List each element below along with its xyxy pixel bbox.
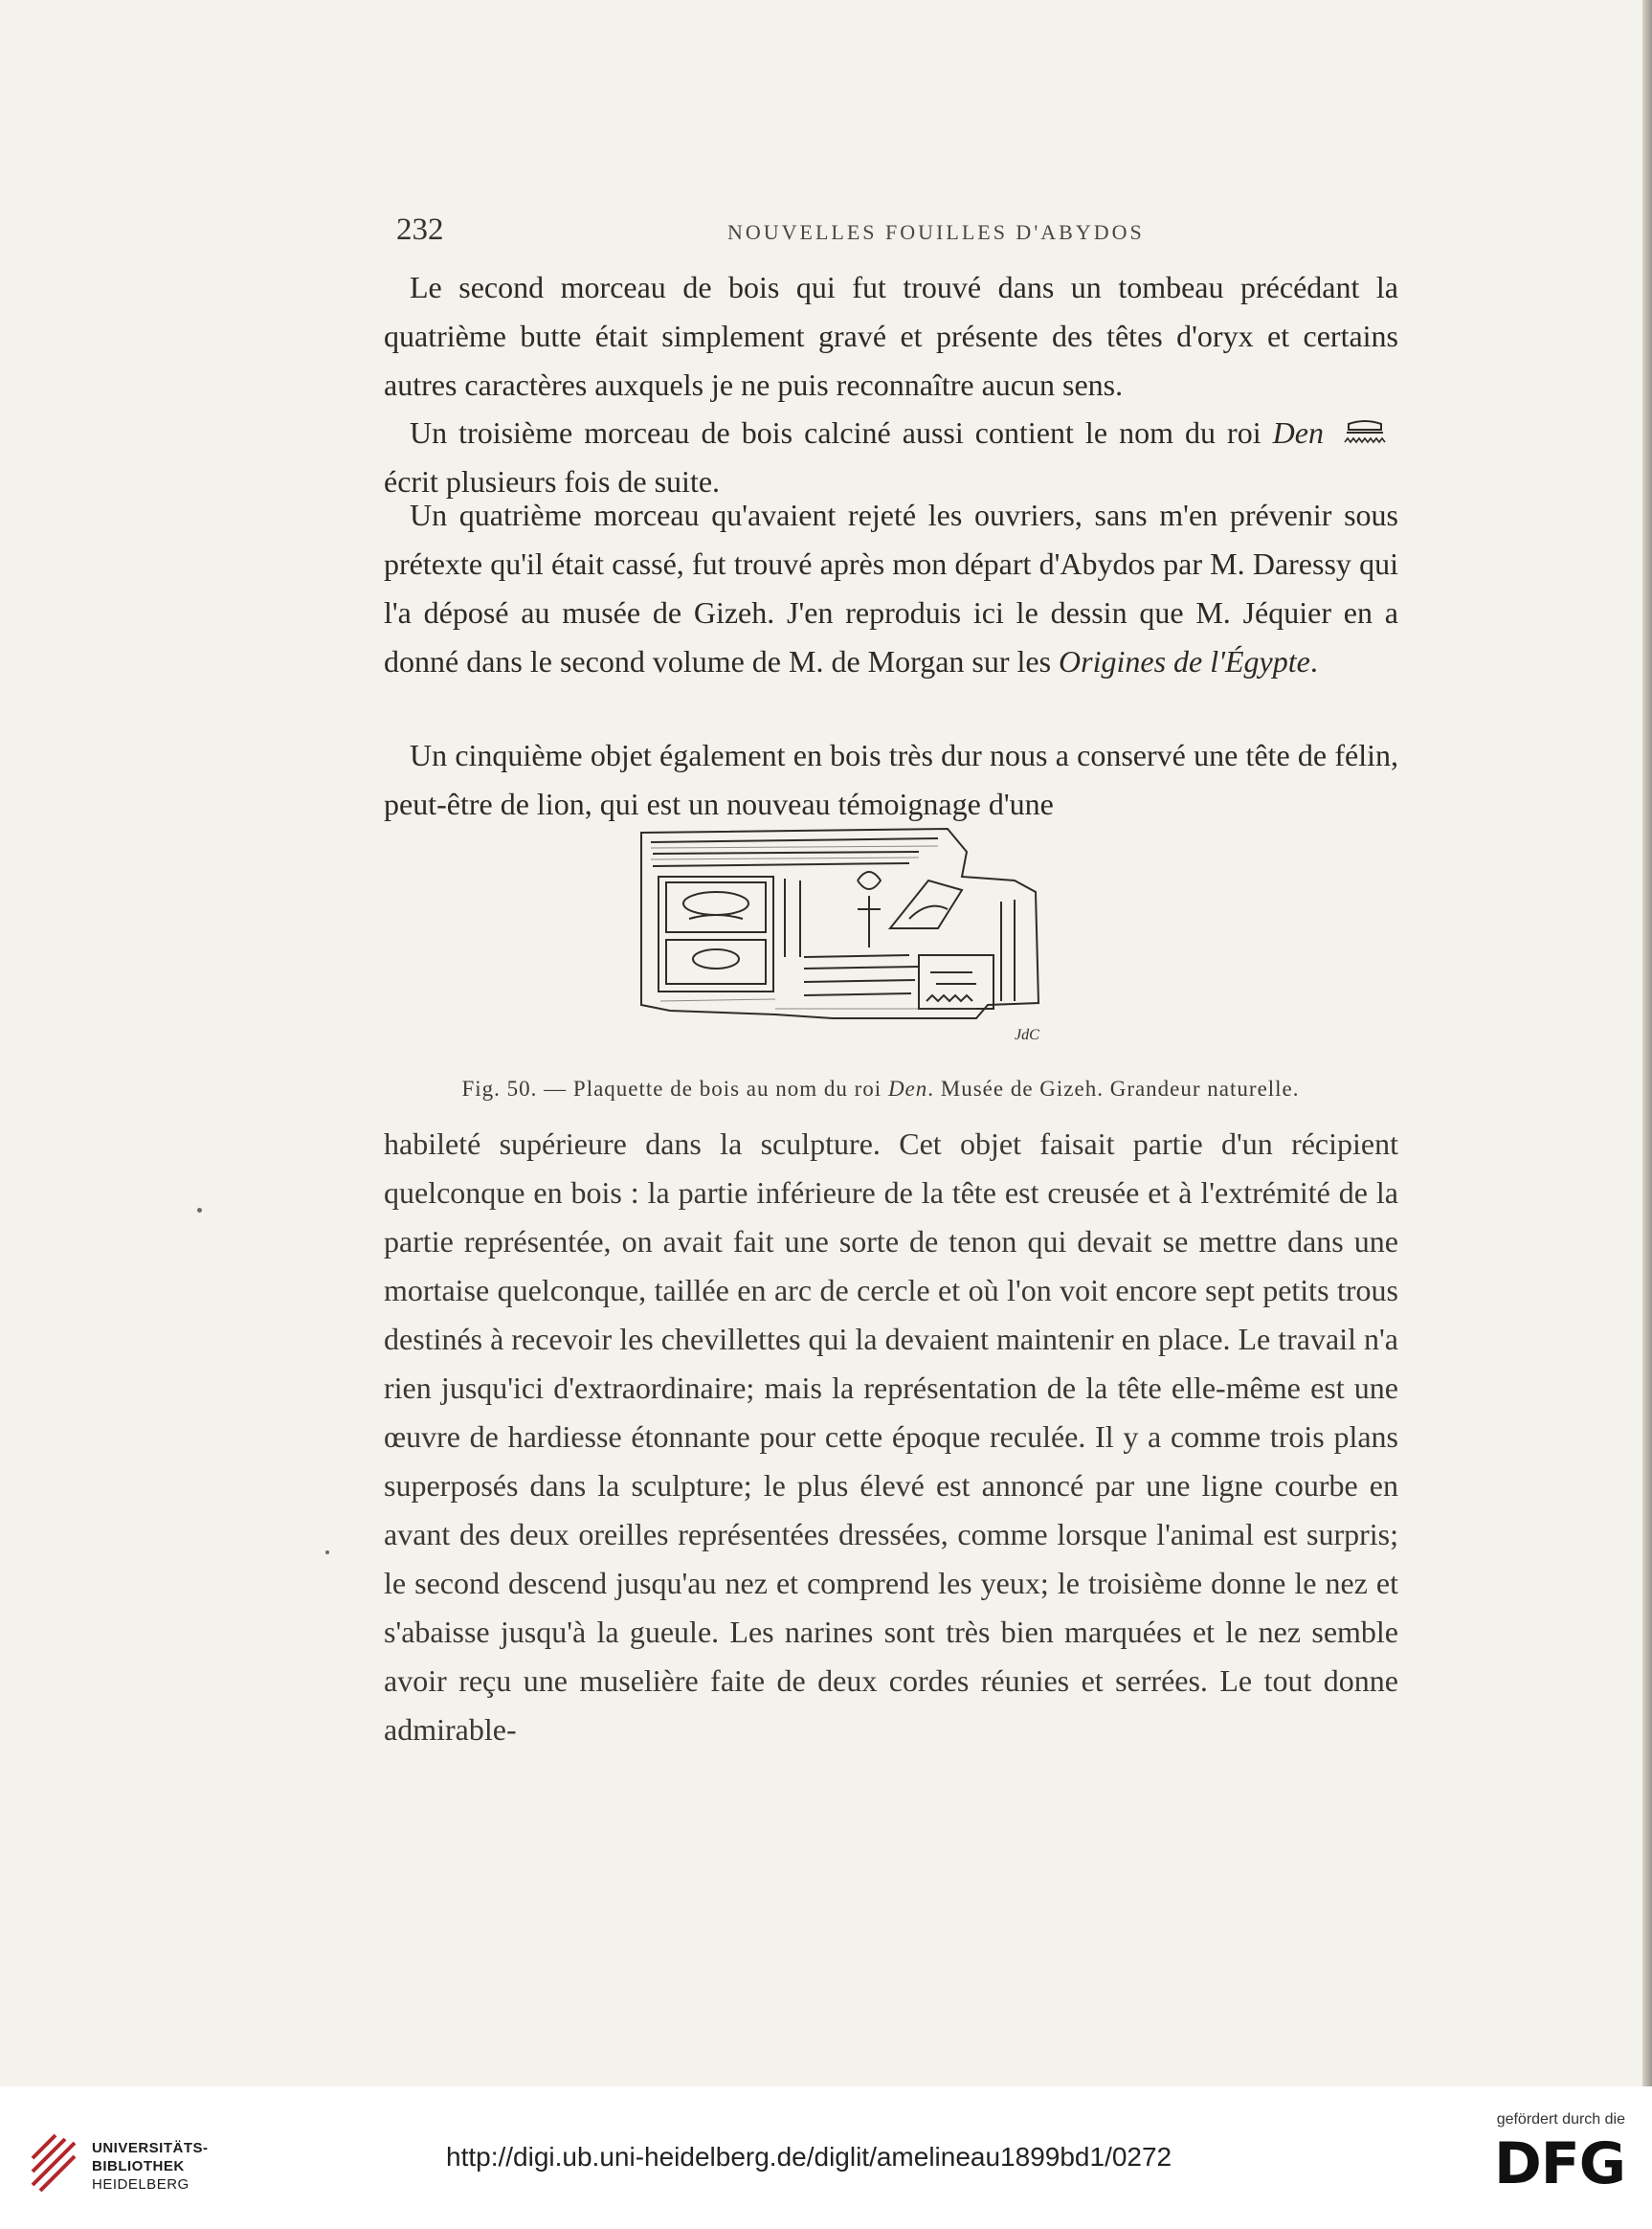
paragraph-third-piece-end: écrit plusieurs fois de suite. — [384, 464, 721, 499]
paragraph-third-piece-text: Un troisième morceau de bois calciné aussi contient le nom du roi — [410, 415, 1261, 450]
funding-note: gefördert durch die — [1496, 2111, 1625, 2128]
viewer-footer — [0, 2086, 1652, 2229]
figure-caption-text: Fig. 50. — Plaquette de bois au nom du roi — [461, 1077, 882, 1101]
figure-caption-end: . Musée de Gizeh. Grandeur naturelle. — [927, 1077, 1300, 1101]
page-number: 232 — [396, 212, 444, 247]
page-header — [0, 212, 1652, 251]
paragraph-fifth-object: Un cinquième objet également en bois très dur nous a conservé une tête de félin, peut-être de lion, qui est un nouveau témoignage d'une — [384, 738, 1398, 821]
library-line-2: BIBLIOTHEK — [92, 2158, 185, 2174]
figure-caption — [368, 1077, 1393, 1102]
dfg-wordmark: DFG — [1493, 2130, 1625, 2197]
university-library-logo[interactable] — [27, 2129, 228, 2196]
king-name-den: Den — [1272, 415, 1324, 450]
paragraph-feline-head: habileté supérieure dans la sculpture. Cet objet faisait partie d'un récipient quelconque en bois : la partie inférieure de la tête est creusée et à l'extrémité de la partie représentée, on avait fait une sorte de tenon qui devait se mettre dans une mortaise quelconque, taillée en arc de cercle et où l'on voit encore sept petits trous destinés à recevoir les chevillettes qui la devaient maintenir en place. Le travail n'a rien jusqu'ici d'extraordinaire; mais la représentation de la tête elle-même est une œuvre de hardiesse étonnante pour cette époque reculée. Il y a comme trois plans superposés dans la sculpture; le plus élevé est annoncé par une ligne courbe en avant des deux oreilles représentées dressées, comme lorsque l'animal est surpris; le second descend jusqu'au nez et comprend les yeux; le troisième donne le nez et s'abaisse jusqu'à la gueule. Les narines sont très bien marquées et le nez semble avoir reçu une muselière faite de deux cordes réunies et serrées. Le tout donne admirable- — [384, 1126, 1398, 1747]
figure-signature: JdC — [1015, 1027, 1039, 1043]
dfg-funding-logo[interactable] — [1453, 2111, 1625, 2218]
library-line-3: HEIDELBERG — [92, 2176, 190, 2193]
paper-fleck — [325, 1550, 329, 1554]
library-emblem-icon — [27, 2129, 86, 2196]
paragraph-fourth-piece — [384, 491, 1398, 686]
library-name — [92, 2139, 235, 2194]
library-line-1: UNIVERSITÄTS- — [92, 2140, 209, 2156]
hieroglyph-den-icon — [1343, 418, 1387, 447]
figure-wooden-plaque-drawing — [632, 814, 1120, 1043]
book-title-origines: Origines de l'Égypte — [1059, 644, 1310, 679]
permalink-url[interactable]: http://digi.ub.uni-heidelberg.de/diglit/amelineau1899bd1/0272 — [446, 2142, 1172, 2172]
paragraph-second-piece: Le second morceau de bois qui fut trouvé dans un tombeau précédant la quatrième butte était simplement gravé et présente des têtes d'oryx et certains autres caractères auxquels je ne puis reconnaître aucun sens. — [384, 270, 1398, 402]
running-title: NOUVELLES FOUILLES D'ABYDOS — [727, 220, 1145, 244]
paragraph-fourth-piece-text: Un quatrième morceau qu'avaient rejeté les ouvriers, sans m'en prévenir sous prétexte qu'il était cassé, fut trouvé après mon départ d'Abydos par M. Daressy qui l'a déposé au musée de Gizeh. J'en reproduis ici le dessin que M. Jéquier en a donné dans le second volume de M. de Morgan sur les — [384, 498, 1398, 679]
paper-fleck — [197, 1208, 202, 1213]
figure-caption-king: Den — [887, 1077, 928, 1101]
paragraph-fourth-piece-end: . — [1309, 644, 1318, 679]
